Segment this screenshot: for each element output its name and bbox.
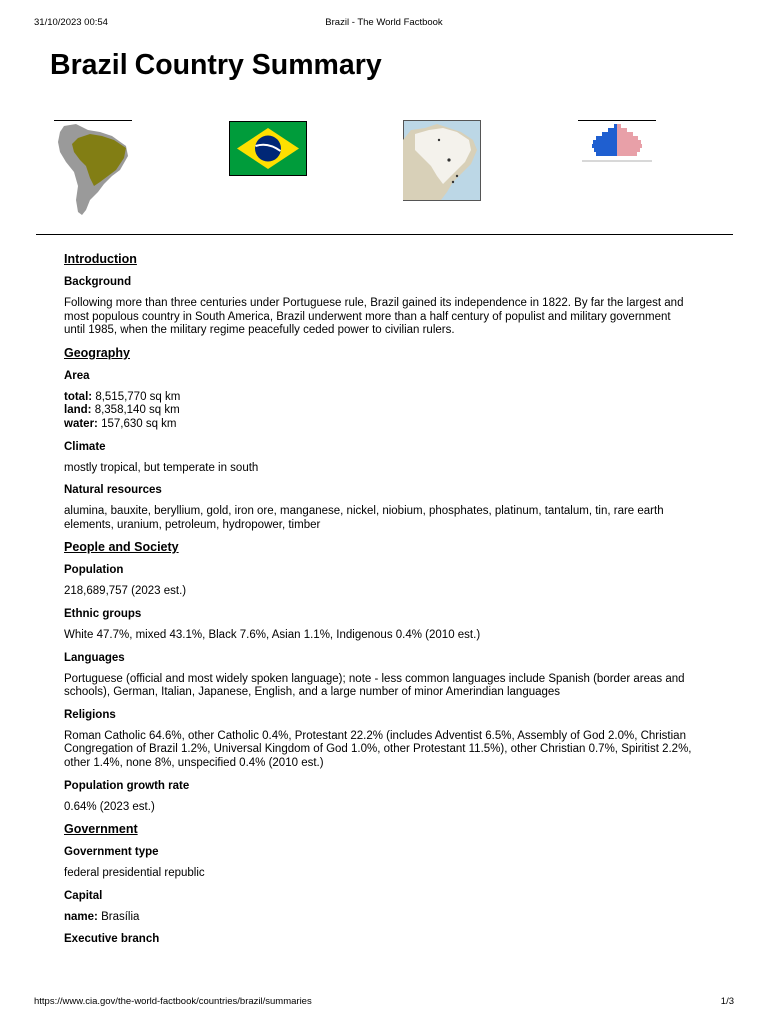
field-text-population-growth-rate: 0.64% (2023 est.) (64, 800, 155, 813)
section-heading-people-and-society[interactable]: People and Society (64, 540, 179, 555)
page-url[interactable]: https://www.cia.gov/the-world-factbook/countries/brazil/summaries (34, 996, 312, 1007)
population-pyramid-thumbnail[interactable] (578, 120, 656, 166)
field-values-capital (64, 911, 694, 925)
flag-thumbnail[interactable] (229, 121, 307, 176)
field-text-background: Following more than three centuries under Portuguese rule, Brazil gained its independence in 1822. By far the largest and most populous country in South America, Brazil underwent more than a half century of populist and military government until 1985, when the military regime peacefully ceded power to civilian rulers. (64, 297, 684, 337)
print-header (34, 17, 734, 29)
field-text-climate: mostly tropical, but temperate in south (64, 461, 259, 474)
field-label-population: Population (64, 564, 124, 577)
field-text-languages: Portuguese (official and most widely spoken language); note - less common languages include Spanish (border areas and schools), German, Italian, Japanese, English, and a large number of minor Amerindian languages (64, 672, 685, 699)
capital-name-label: name: (64, 910, 98, 923)
field-label-religions: Religions (64, 708, 116, 721)
section-divider (36, 234, 733, 235)
field-label-climate: Climate (64, 440, 106, 453)
section-heading-government[interactable]: Government (64, 822, 138, 837)
locator-map-thumbnail[interactable] (54, 120, 132, 216)
field-text-population: 218,689,757 (2023 est.) (64, 585, 187, 598)
field-label-background: Background (64, 276, 132, 288)
field-text-natural-resources: alumina, bauxite, beryllium, gold, iron ore, manganese, nickel, niobium, phosphates, platinum, tantalum, tin, rare earth elements, uranium, petroleum, hydropower, timber (64, 505, 664, 531)
print-page-title: Brazil - The World Factbook (325, 17, 443, 28)
field-label-capital: Capital (64, 889, 103, 902)
area-water-value: 157,630 sq km (101, 417, 177, 430)
area-land-value: 8,358,140 sq km (94, 404, 180, 417)
page-title-suffix: Country Summary (134, 49, 382, 81)
country-summary-content (64, 252, 694, 954)
field-label-executive-branch: Executive branch (64, 933, 160, 946)
field-label-population-growth-rate: Population growth rate (64, 779, 190, 792)
area-land-label: land: (64, 404, 92, 417)
field-label-ethnic-groups: Ethnic groups (64, 607, 142, 620)
area-total-label: total: (64, 390, 93, 403)
field-text-government-type: federal presidential republic (64, 867, 205, 880)
field-label-languages: Languages (64, 651, 125, 664)
field-values-area (64, 391, 694, 432)
field-text-religions: Roman Catholic 64.6%, other Catholic 0.4%, Protestant 22.2% (includes Adventist 6.5%, Assembly of God 2.0%, Christian Congregation of Brazil 1.2%, Universal Kingdom of God 1.0%, other Protestant 11.5%), other Christian 0.7%, Spiritist 2.2%, other 1.4%, none 8%, unspecified 0.4% (2010 est.) (64, 729, 692, 769)
section-heading-geography[interactable]: Geography (64, 345, 130, 360)
field-text-ethnic-groups: White 47.7%, mixed 43.1%, Black 7.6%, Asian 1.1%, Indigenous 0.4% (2010 est.) (64, 628, 481, 641)
section-heading-introduction[interactable]: Introduction (64, 252, 137, 266)
field-label-government-type: Government type (64, 846, 159, 859)
field-label-natural-resources: Natural resources (64, 484, 162, 497)
page-title-country: Brazil (50, 49, 128, 81)
country-map-thumbnail[interactable] (403, 120, 481, 201)
area-total-row (64, 391, 694, 405)
page-title (50, 49, 382, 82)
capital-name-value: Brasília (101, 910, 140, 923)
area-water-row (64, 418, 694, 432)
area-water-label: water: (64, 417, 98, 430)
page-number: 1/3 (720, 996, 734, 1007)
capital-name-row (64, 911, 694, 925)
field-label-area: Area (64, 369, 90, 382)
area-land-row (64, 404, 694, 418)
print-date: 31/10/2023 00:54 (34, 17, 108, 28)
area-total-value: 8,515,770 sq km (95, 390, 181, 403)
print-footer (34, 996, 734, 1008)
